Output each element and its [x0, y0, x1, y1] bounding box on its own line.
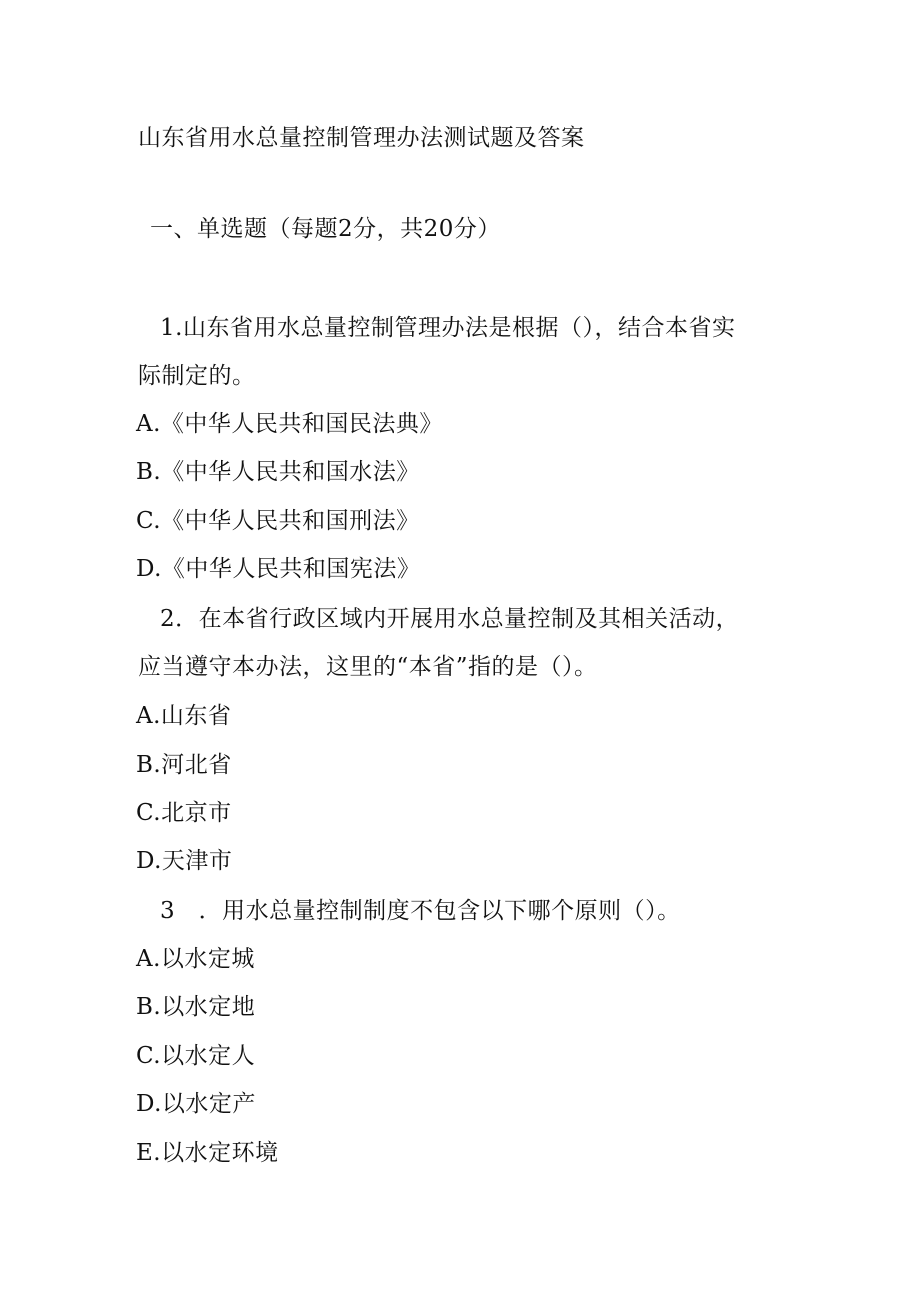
- question-1-text-cont: 际制定的。: [138, 363, 256, 389]
- question-2-text-cont: 应当遵守本办法，这里的“本省”指的是（）。: [138, 654, 598, 680]
- question-3-option-d: D.以水定产: [136, 1091, 256, 1117]
- question-2-option-b: B.河北省: [136, 752, 232, 778]
- question-2-option-c: C.北京市: [136, 800, 232, 826]
- question-2-option-d: D.天津市: [136, 848, 233, 874]
- question-2-option-a: A.山东省: [136, 703, 232, 729]
- question-3-option-b: B.以水定地: [136, 994, 256, 1020]
- section-heading: 一、单选题（每题2分，共20分）: [150, 216, 501, 242]
- question-1-option-d: D.《中华人民共和国宪法》: [136, 556, 421, 582]
- question-3-option-a: A.以水定城: [136, 946, 255, 972]
- question-3-text: 3 ．用水总量控制制度不包含以下哪个原则（）。: [160, 898, 681, 924]
- document-title: 山东省用水总量控制管理办法测试题及答案: [138, 125, 585, 151]
- question-1-option-a: A.《中华人民共和国民法典》: [136, 411, 443, 437]
- question-3-option-e: E.以水定环境: [136, 1140, 279, 1166]
- question-1-option-b: B.《中华人民共和国水法》: [136, 459, 420, 485]
- question-1-text: 1.山东省用水总量控制管理办法是根据（），结合本省实: [160, 315, 736, 341]
- question-1-option-c: C.《中华人民共和国刑法》: [136, 508, 420, 534]
- question-3-option-c: C.以水定人: [136, 1043, 256, 1069]
- question-2-text: 2．在本省行政区域内开展用水总量控制及其相关活动，: [160, 606, 740, 632]
